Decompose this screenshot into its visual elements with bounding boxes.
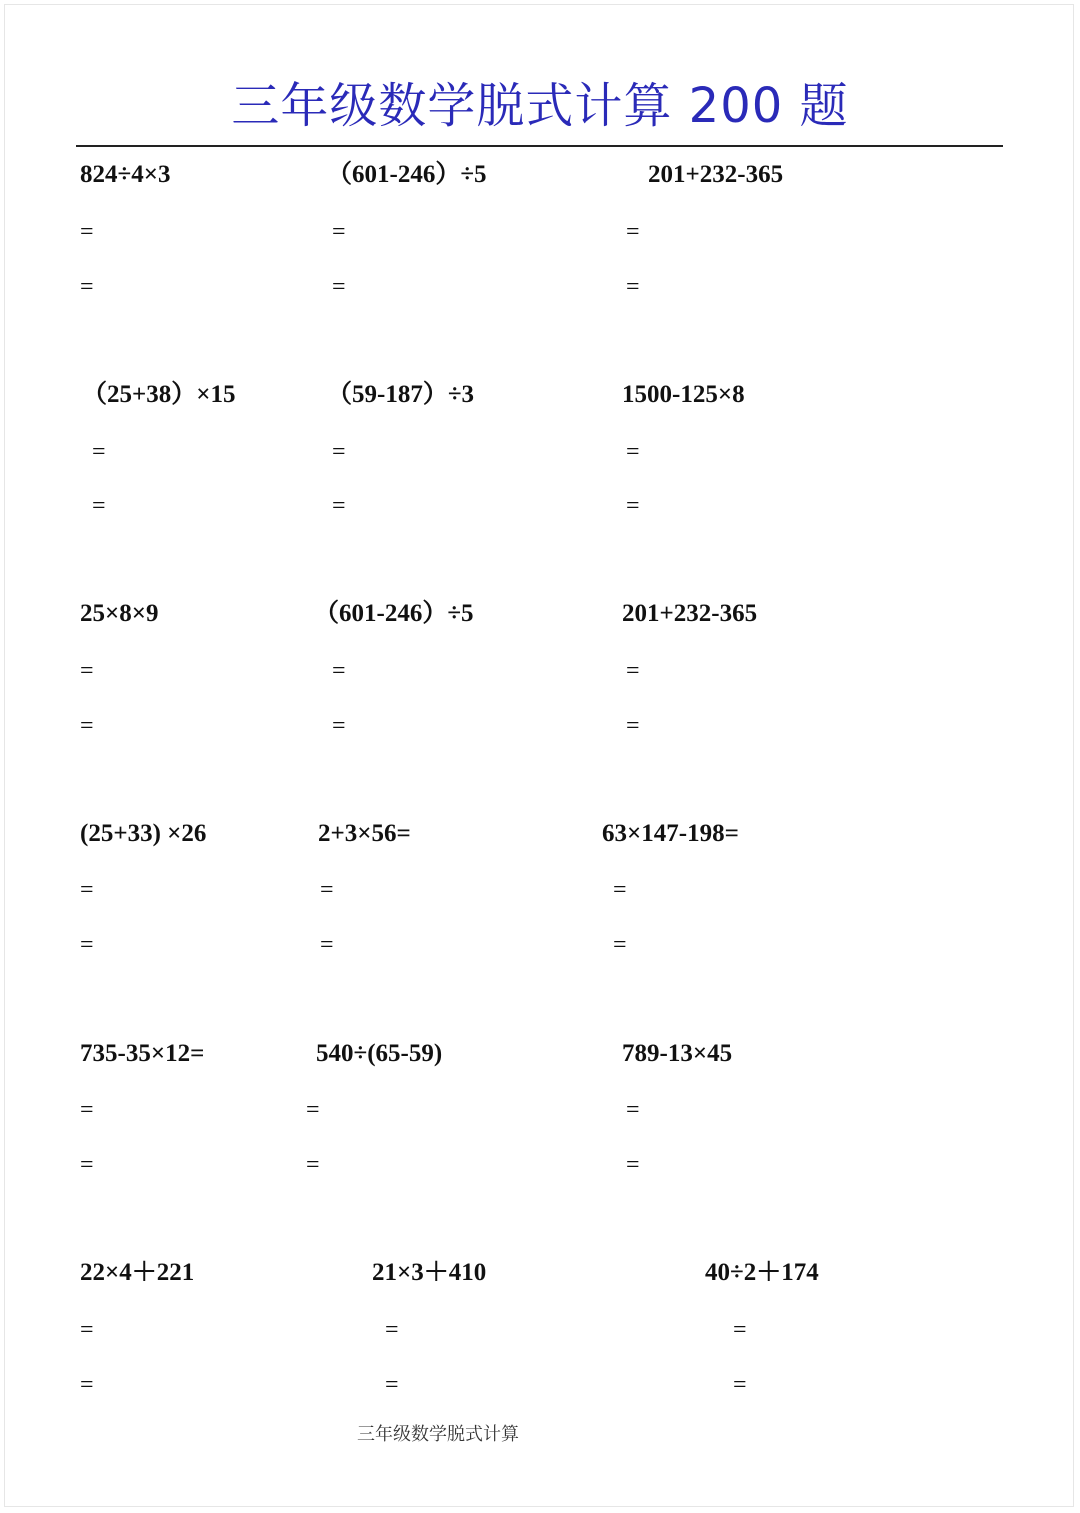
problem-expression: （601-246）÷5	[327, 161, 487, 188]
answer-step-2: =	[332, 493, 346, 519]
answer-step-2: =	[385, 1372, 399, 1398]
answer-step-2: =	[306, 1152, 320, 1178]
problem-expression: 2+3×56=	[318, 820, 411, 847]
answer-step-1: =	[733, 1317, 747, 1343]
answer-step-2: =	[92, 493, 106, 519]
title-divider	[76, 145, 1003, 147]
answer-step-1: =	[613, 877, 627, 903]
problem-expression: 1500-125×8	[622, 381, 745, 408]
answer-step-2: =	[80, 713, 94, 739]
answer-step-1: =	[80, 1317, 94, 1343]
problem-expression: 824÷4×3	[80, 161, 171, 188]
answer-step-2: =	[320, 932, 334, 958]
problem-expression: 63×147-198=	[602, 820, 739, 847]
problem-expression: 540÷(65-59)	[316, 1040, 443, 1067]
problem-expression: 21×3＋410	[372, 1259, 487, 1286]
answer-step-2: =	[626, 1152, 640, 1178]
answer-step-1: =	[80, 877, 94, 903]
answer-step-1: =	[626, 219, 640, 245]
problem-expression: （59-187）÷3	[327, 381, 475, 408]
problem-expression: 40÷2＋174	[705, 1259, 819, 1286]
answer-step-2: =	[80, 1152, 94, 1178]
problem-expression: (25+33) ×26	[80, 820, 207, 847]
problem-expression: （601-246）÷5	[314, 600, 474, 627]
problem-expression: 201+232-365	[648, 161, 784, 188]
problem-expression: （25+38）×15	[82, 381, 236, 408]
answer-step-1: =	[332, 658, 346, 684]
answer-step-1: =	[80, 1097, 94, 1123]
answer-step-1: =	[320, 877, 334, 903]
answer-step-2: =	[626, 713, 640, 739]
page-title: 三年级数学脱式计算 200 题	[231, 78, 849, 134]
answer-step-1: =	[306, 1097, 320, 1123]
problem-expression: 25×8×9	[80, 600, 159, 627]
answer-step-2: =	[626, 493, 640, 519]
answer-step-2: =	[626, 274, 640, 300]
answer-step-2: =	[80, 1372, 94, 1398]
answer-step-2: =	[80, 932, 94, 958]
answer-step-1: =	[626, 658, 640, 684]
page-footer: 三年级数学脱式计算	[357, 1424, 519, 1445]
answer-step-2: =	[733, 1372, 747, 1398]
answer-step-1: =	[80, 219, 94, 245]
problem-expression: 22×4＋221	[80, 1259, 195, 1286]
answer-step-2: =	[332, 274, 346, 300]
answer-step-2: =	[332, 713, 346, 739]
problem-expression: 789-13×45	[622, 1040, 733, 1067]
problem-expression: 735-35×12=	[80, 1040, 205, 1067]
answer-step-1: =	[626, 439, 640, 465]
answer-step-1: =	[92, 439, 106, 465]
problem-expression: 201+232-365	[622, 600, 758, 627]
answer-step-1: =	[626, 1097, 640, 1123]
answer-step-1: =	[80, 658, 94, 684]
answer-step-1: =	[332, 219, 346, 245]
answer-step-1: =	[385, 1317, 399, 1343]
answer-step-2: =	[80, 274, 94, 300]
answer-step-2: =	[613, 932, 627, 958]
answer-step-1: =	[332, 439, 346, 465]
